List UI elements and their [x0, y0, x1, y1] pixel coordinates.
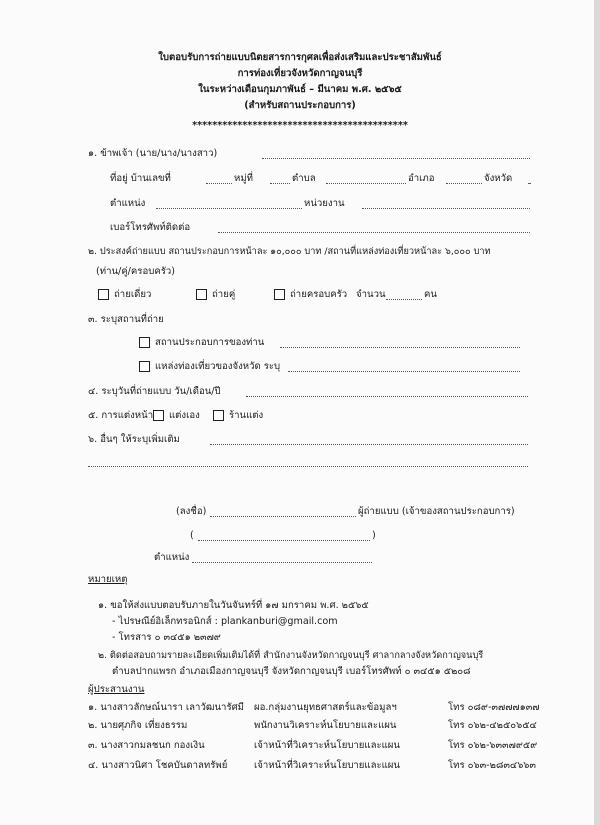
addr-no-field[interactable]	[206, 183, 232, 184]
coord-3-tel: โทร ๐๖๒-๖๓๓๗๙๕๙	[448, 740, 538, 751]
form-period: ในระหว่างเดือนกุมภาพันธ์ – มีนาคม พ.ศ. ๒๕๖๕	[198, 84, 402, 95]
amphoe-label: อำเภอ	[408, 173, 435, 184]
s3-label: ๓. ระบุสถานที่ถ่าย	[88, 314, 164, 325]
coord-2-role: พนักงานวิเคราะห์นโยบายและแผน	[254, 720, 397, 731]
coord-4-name: ๔. นางสาวนิศา โชคบันดาลทรัพย์	[88, 760, 228, 771]
form-audience: (สำหรับสถานประกอบการ)	[244, 100, 356, 111]
coordinators-title: ผู้ประสานงาน	[88, 684, 145, 695]
other-field-2[interactable]	[88, 466, 528, 467]
s5-label: ๕. การแต่งหน้า	[88, 410, 154, 421]
own-venue-field[interactable]	[280, 347, 520, 348]
couple-checkbox[interactable]	[196, 289, 207, 300]
coord-3-name: ๓. นางสาวกมลชนก กองเงิน	[88, 740, 205, 751]
stars-divider: *******************************************	[192, 120, 408, 131]
note-fax: - โทรสาร ๐ ๓๔๕๑ ๒๓๗๙	[112, 632, 221, 643]
phone-field[interactable]	[218, 232, 530, 233]
coord-4-tel: โทร ๐๖๓-๒๘๓๔๖๖๓	[448, 760, 536, 771]
s6-label: ๖. อื่นๆ ให้ระบุเพิ่มเติม	[88, 434, 180, 445]
s4-label: ๔. ระบุวันที่ถ่ายแบบ วัน/เดือน/ปี	[88, 386, 221, 397]
amphoe-field[interactable]	[446, 183, 482, 184]
other-field[interactable]	[210, 444, 528, 445]
self-makeup-label: แต่งเอง	[169, 410, 200, 421]
sign-position-label: ตำแหน่ง	[154, 552, 190, 563]
notes-title: หมายเหตุ	[88, 574, 128, 585]
family-label: ถ่ายครอบครัว	[290, 289, 348, 300]
couple-label: ถ่ายคู่	[212, 289, 236, 300]
own-venue-label: สถานประกอบการของท่าน	[155, 337, 265, 348]
s2-label: ๒. ประสงค์ถ่ายแบบ สถานประกอบการหน้าละ ๑๐,๐๐๐ บาท /สถานที่แหล่งท่องเที่ยวหน้าละ ๖,๐๐๐ บาท	[88, 246, 491, 257]
family-checkbox[interactable]	[274, 289, 285, 300]
sign-role: ผู้ถ่ายแบบ (เจ้าของสถานประกอบการ)	[358, 506, 515, 517]
own-venue-checkbox[interactable]	[139, 337, 150, 348]
coord-3-role: เจ้าหน้าที่วิเคราะห์นโยบายและแผน	[254, 740, 400, 751]
attraction-field[interactable]	[288, 371, 520, 372]
position-label: ตำแหน่ง	[110, 198, 146, 209]
note-1: ๑. ขอให้ส่งแบบตอบรับภายในวันจันทร์ที่ ๑๗ มกราคม พ.ศ. ๒๕๖๕	[98, 600, 369, 611]
single-label: ถ่ายเดี่ยว	[114, 289, 152, 300]
signature-field[interactable]	[210, 516, 356, 517]
sign-label: (ลงชื่อ)	[176, 506, 207, 517]
paren-open: (	[190, 530, 194, 541]
note-email: - ไปรษณีย์อิเล็กทรอนิกส์ : plankanburi@gmail.com	[112, 616, 338, 627]
phone-label: เบอร์โทรศัพท์ติดต่อ	[110, 222, 191, 233]
single-checkbox[interactable]	[98, 289, 109, 300]
sign-position-field[interactable]	[192, 562, 372, 563]
form-title: ใบตอบรับการถ่ายแบบนิตยสารการกุศลเพื่อส่งเสริมและประชาสัมพันธ์	[158, 52, 442, 63]
shop-makeup-checkbox[interactable]	[213, 410, 224, 421]
addr-no-label: ที่อยู่ บ้านเลขที่	[110, 173, 171, 184]
agency-field[interactable]	[362, 208, 530, 209]
self-makeup-checkbox[interactable]	[153, 410, 164, 421]
attraction-checkbox[interactable]	[139, 361, 150, 372]
paren-close: )	[372, 530, 376, 541]
moo-label: หมู่ที่	[234, 173, 253, 184]
position-field[interactable]	[156, 208, 302, 209]
printed-name-field[interactable]	[198, 540, 370, 541]
form-subtitle: การท่องเที่ยวจังหวัดกาญจนบุรี	[237, 68, 363, 79]
province-field[interactable]	[528, 183, 530, 184]
attraction-label: แหล่งท่องเที่ยวของจังหวัด ระบุ	[155, 361, 281, 372]
province-label: จังหวัด	[484, 173, 513, 184]
agency-label: หน่วยงาน	[304, 198, 345, 209]
coord-1-role: ผอ.กลุ่มงานยุทธศาสตร์และข้อมูลฯ	[254, 702, 397, 713]
unit-label: คน	[424, 289, 437, 300]
coord-2-name: ๒. นายศุภกิจ เที่ยงธรรม	[88, 720, 188, 731]
s2-sub: (ท่าน/คู่/ครอบครัว)	[96, 266, 176, 277]
moo-field[interactable]	[270, 183, 290, 184]
tambon-field[interactable]	[326, 183, 406, 184]
tambon-label: ตำบล	[292, 173, 316, 184]
coord-1-name: ๑. นางสาวลักษณ์นารา เลาวัฒนารัศมี	[88, 702, 245, 713]
note-2a: ๒. ติดต่อสอบถามรายละเอียดเพิ่มเติมได้ที่ สำนักงานจังหวัดกาญจนบุรี ศาลากลางจังหวัดกาญจนบุรี	[98, 650, 484, 661]
coord-1-tel: โทร ๐๘๙-๓๗๗๗๑๓๗	[448, 702, 540, 713]
name-field[interactable]	[262, 158, 530, 159]
coord-2-tel: โทร ๐๖๒-๔๒๕๐๖๕๔	[448, 720, 537, 731]
coord-4-role: เจ้าหน้าที่วิเคราะห์นโยบายและแผน	[254, 760, 400, 771]
count-field[interactable]	[386, 299, 422, 300]
shop-makeup-label: ร้านแต่ง	[229, 410, 264, 421]
s1-label: ๑. ข้าพเจ้า (นาย/นาง/นางสาว)	[88, 148, 218, 159]
note-2b: ตำบลปากแพรก อำเภอเมืองกาญจนบุรี จังหวัดกาญจนบุรี เบอร์โทรศัพท์ ๐ ๓๔๕๑ ๕๒๐๘	[112, 666, 471, 677]
date-field[interactable]	[246, 396, 528, 397]
count-label: จำนวน	[356, 289, 386, 300]
